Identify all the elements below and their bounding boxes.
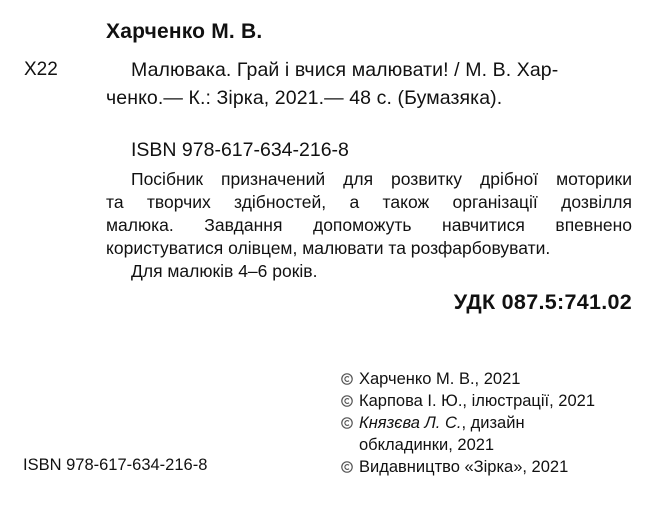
copyright-block	[341, 368, 595, 478]
annotation-line: та творчих здібностей, а також організації дозвілля	[106, 192, 632, 212]
author-heading: Харченко М. В.	[106, 20, 263, 43]
copyright-designer	[341, 412, 595, 434]
copyright-icon	[341, 395, 353, 407]
copyright-author	[341, 368, 595, 390]
designer-role: , дизайн	[461, 414, 525, 432]
library-index: Х22	[24, 59, 58, 80]
bibliographic-line-1: Малювака. Грай і вчися малювати! / М. В. Хар-	[131, 59, 559, 81]
annotation-line: Посібник призначений для розвитку дрібної моторики	[131, 169, 632, 189]
isbn-catalog: ISBN 978-617-634-216-8	[131, 139, 349, 161]
copyright-illustrator	[341, 390, 595, 412]
copyright-icon	[341, 417, 353, 429]
annotation	[106, 168, 632, 260]
copyright-icon	[341, 461, 353, 473]
copyright-icon	[341, 373, 353, 385]
copyright-designer-cont: обкладинки, 2021	[359, 436, 495, 454]
copyright-author-text: Харченко М. В., 2021	[359, 370, 521, 388]
age-range: Для малюків 4–6 років.	[131, 261, 318, 281]
annotation-line: малюка. Завдання допоможуть навчитися впевнено	[106, 215, 632, 235]
bibliographic-line-2: ченко.— К.: Зірка, 2021.— 48 с. (Бумазяка).	[106, 87, 503, 109]
udk-code: УДК 087.5:741.02	[453, 290, 632, 314]
copyright-publisher	[341, 456, 595, 478]
annotation-line: користуватися олівцем, малювати та розфарбовувати.	[106, 238, 551, 258]
copyright-publisher-text: Видавництво «Зірка», 2021	[359, 458, 569, 476]
designer-name: Князєва Л. С.	[359, 414, 462, 432]
copyright-illustrator-text: Карпова І. Ю., ілюстрації, 2021	[359, 392, 595, 410]
isbn-footer: ISBN 978-617-634-216-8	[23, 456, 208, 474]
